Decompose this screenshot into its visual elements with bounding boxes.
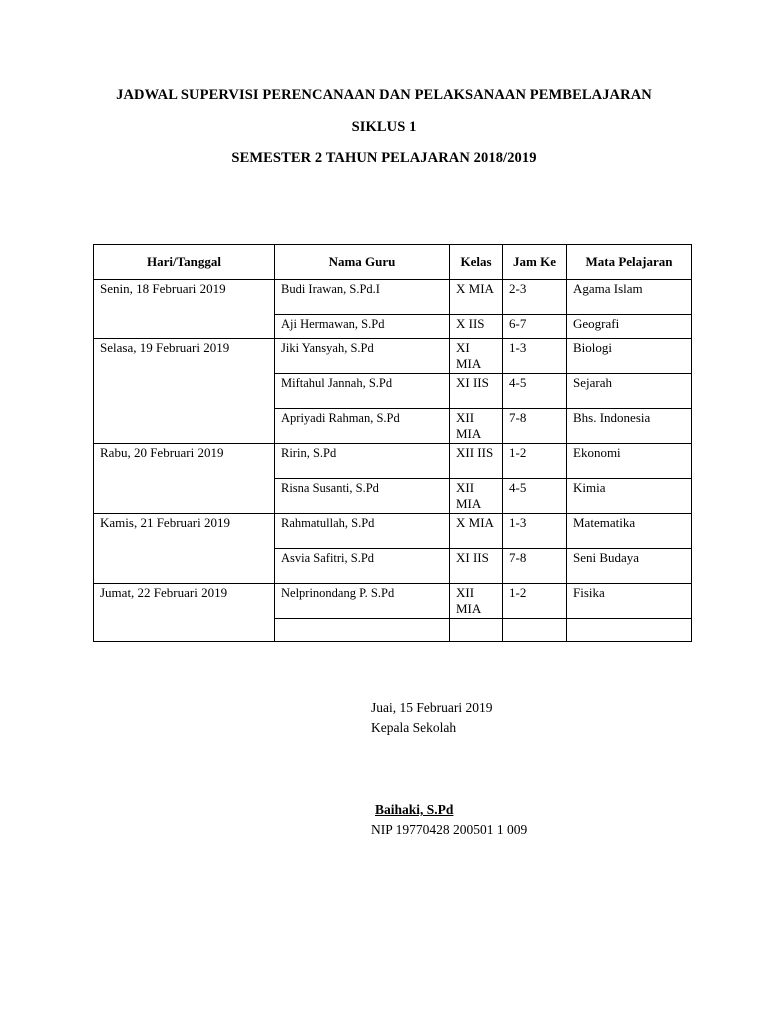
subject-cell: Agama Islam — [567, 280, 692, 315]
table-row — [94, 339, 692, 374]
empty-cell — [275, 619, 450, 642]
teacher-cell: Aji Hermawan, S.Pd — [275, 315, 450, 339]
document-title: JADWAL SUPERVISI PERENCANAAN DAN PELAKSANAAN PEMBELAJARAN — [116, 87, 652, 103]
signature-place-date: Juai, 15 Februari 2019 — [371, 700, 493, 715]
subject-cell: Fisika — [567, 584, 692, 619]
teacher-cell: Jiki Yansyah, S.Pd — [275, 339, 450, 374]
column-header-teacher: Nama Guru — [275, 245, 450, 280]
subject-cell: Sejarah — [567, 374, 692, 409]
teacher-cell: Asvia Safitri, S.Pd — [275, 549, 450, 584]
hour-cell: 7-8 — [503, 409, 567, 444]
class-cell: X MIA — [450, 280, 503, 315]
supervision-schedule-table — [93, 244, 692, 642]
table-row — [94, 514, 692, 549]
teacher-cell: Nelprinondang P. S.Pd — [275, 584, 450, 619]
subject-cell: Geografi — [567, 315, 692, 339]
hour-cell: 1-2 — [503, 584, 567, 619]
class-cell: X IIS — [450, 315, 503, 339]
class-cell: XI MIA — [450, 339, 503, 374]
day-cell: Jumat, 22 Februari 2019 — [94, 584, 275, 642]
column-header-hour: Jam Ke — [503, 245, 567, 280]
signature-nip: NIP 19770428 200501 1 009 — [371, 822, 528, 837]
column-header-class: Kelas — [450, 245, 503, 280]
teacher-cell: Apriyadi Rahman, S.Pd — [275, 409, 450, 444]
table-header-row — [94, 245, 692, 280]
class-cell: XI IIS — [450, 374, 503, 409]
hour-cell: 1-3 — [503, 514, 567, 549]
subject-cell: Seni Budaya — [567, 549, 692, 584]
class-cell: XII IIS — [450, 444, 503, 479]
teacher-cell: Miftahul Jannah, S.Pd — [275, 374, 450, 409]
semester-heading: SEMESTER 2 TAHUN PELAJARAN 2018/2019 — [231, 150, 537, 166]
table-row — [94, 280, 692, 315]
class-cell: XI IIS — [450, 549, 503, 584]
class-cell: XII MIA — [450, 409, 503, 444]
hour-cell: 1-2 — [503, 444, 567, 479]
teacher-cell: Ririn, S.Pd — [275, 444, 450, 479]
column-header-subject: Mata Pelajaran — [567, 245, 692, 280]
hour-cell: 1-3 — [503, 339, 567, 374]
teacher-cell: Risna Susanti, S.Pd — [275, 479, 450, 514]
teacher-cell: Budi Irawan, S.Pd.I — [275, 280, 450, 315]
table-row — [94, 444, 692, 479]
hour-cell: 4-5 — [503, 479, 567, 514]
hour-cell: 6-7 — [503, 315, 567, 339]
hour-cell: 2-3 — [503, 280, 567, 315]
subject-cell: Matematika — [567, 514, 692, 549]
column-header-day: Hari/Tanggal — [94, 245, 275, 280]
day-cell: Senin, 18 Februari 2019 — [94, 280, 275, 339]
subject-cell: Ekonomi — [567, 444, 692, 479]
empty-cell — [450, 619, 503, 642]
hour-cell: 7-8 — [503, 549, 567, 584]
subject-cell: Bhs. Indonesia — [567, 409, 692, 444]
signature-name: Baihaki, S.Pd — [375, 802, 454, 817]
class-cell: XII MIA — [450, 584, 503, 619]
subject-cell: Biologi — [567, 339, 692, 374]
teacher-cell: Rahmatullah, S.Pd — [275, 514, 450, 549]
empty-cell — [567, 619, 692, 642]
day-cell: Rabu, 20 Februari 2019 — [94, 444, 275, 514]
cycle-heading: SIKLUS 1 — [351, 119, 417, 135]
subject-cell: Kimia — [567, 479, 692, 514]
table-row — [94, 584, 692, 619]
class-cell: X MIA — [450, 514, 503, 549]
signature-position: Kepala Sekolah — [371, 720, 457, 735]
class-cell: XII MIA — [450, 479, 503, 514]
hour-cell: 4-5 — [503, 374, 567, 409]
day-cell: Kamis, 21 Februari 2019 — [94, 514, 275, 584]
day-cell: Selasa, 19 Februari 2019 — [94, 339, 275, 444]
empty-cell — [503, 619, 567, 642]
